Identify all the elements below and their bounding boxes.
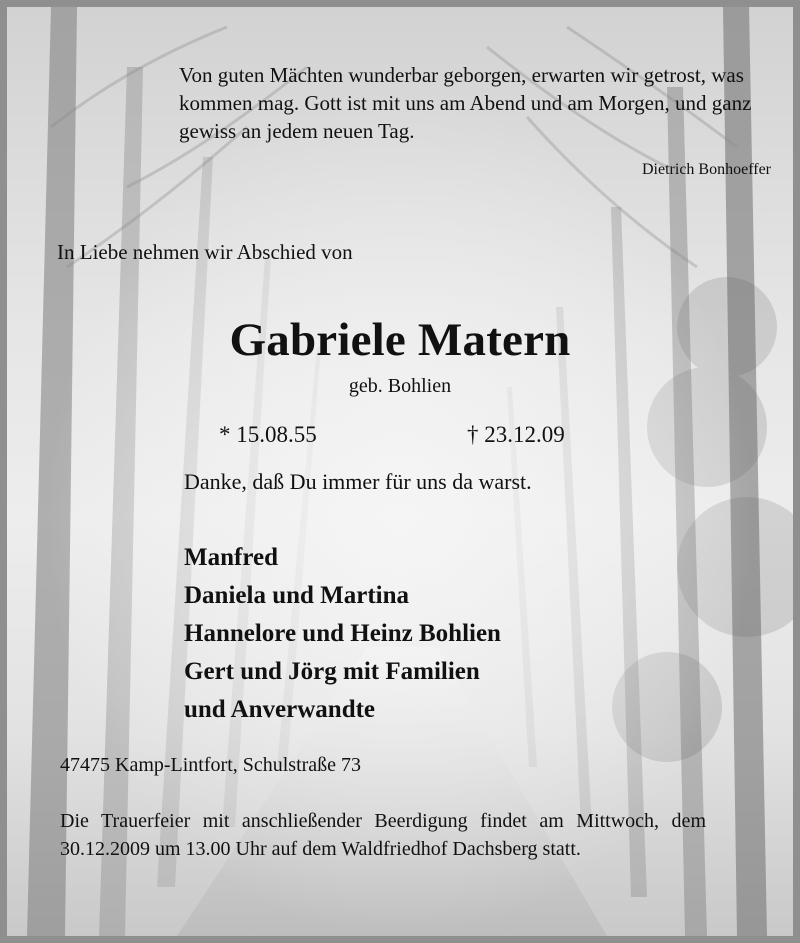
thanks-text: Danke, daß Du immer für uns da warst. xyxy=(184,469,532,494)
mourner-entry: Hannelore und Heinz Bohlien xyxy=(184,620,501,647)
mourner-entry: Gert und Jörg mit Familien xyxy=(184,658,480,685)
death-date: † 23.12.09 xyxy=(467,422,565,447)
family-address: 47475 Kamp-Lintfort, Schulstraße 73 xyxy=(60,754,362,776)
deceased-name: Gabriele Matern xyxy=(229,314,571,366)
mourner-entry: und Anverwandte xyxy=(184,696,376,723)
mourner-entry: Manfred xyxy=(184,544,278,571)
mourner-entry: Daniela und Martina xyxy=(184,582,410,609)
funeral-service-info: Die Trauerfeier mit anschließender Beerdigung findet am Mittwoch, dem 30.12.2009 um 13.00 Uhr auf dem Waldfriedhof Dachsberg statt. xyxy=(60,810,706,860)
quote-text: Von guten Mächten wunderbar geborgen, erwarten wir getrost, was kommen mag. Gott ist mit uns am Abend und am Morgen, und ganz gewiss an jedem neuen Tag. xyxy=(179,63,752,143)
quote-author: Dietrich Bonhoeffer xyxy=(642,161,771,178)
birth-name: geb. Bohlien xyxy=(348,375,452,397)
intro-text: In Liebe nehmen wir Abschied von xyxy=(57,240,353,264)
mourners-list xyxy=(184,539,501,729)
birth-date: * 15.08.55 xyxy=(219,422,317,447)
